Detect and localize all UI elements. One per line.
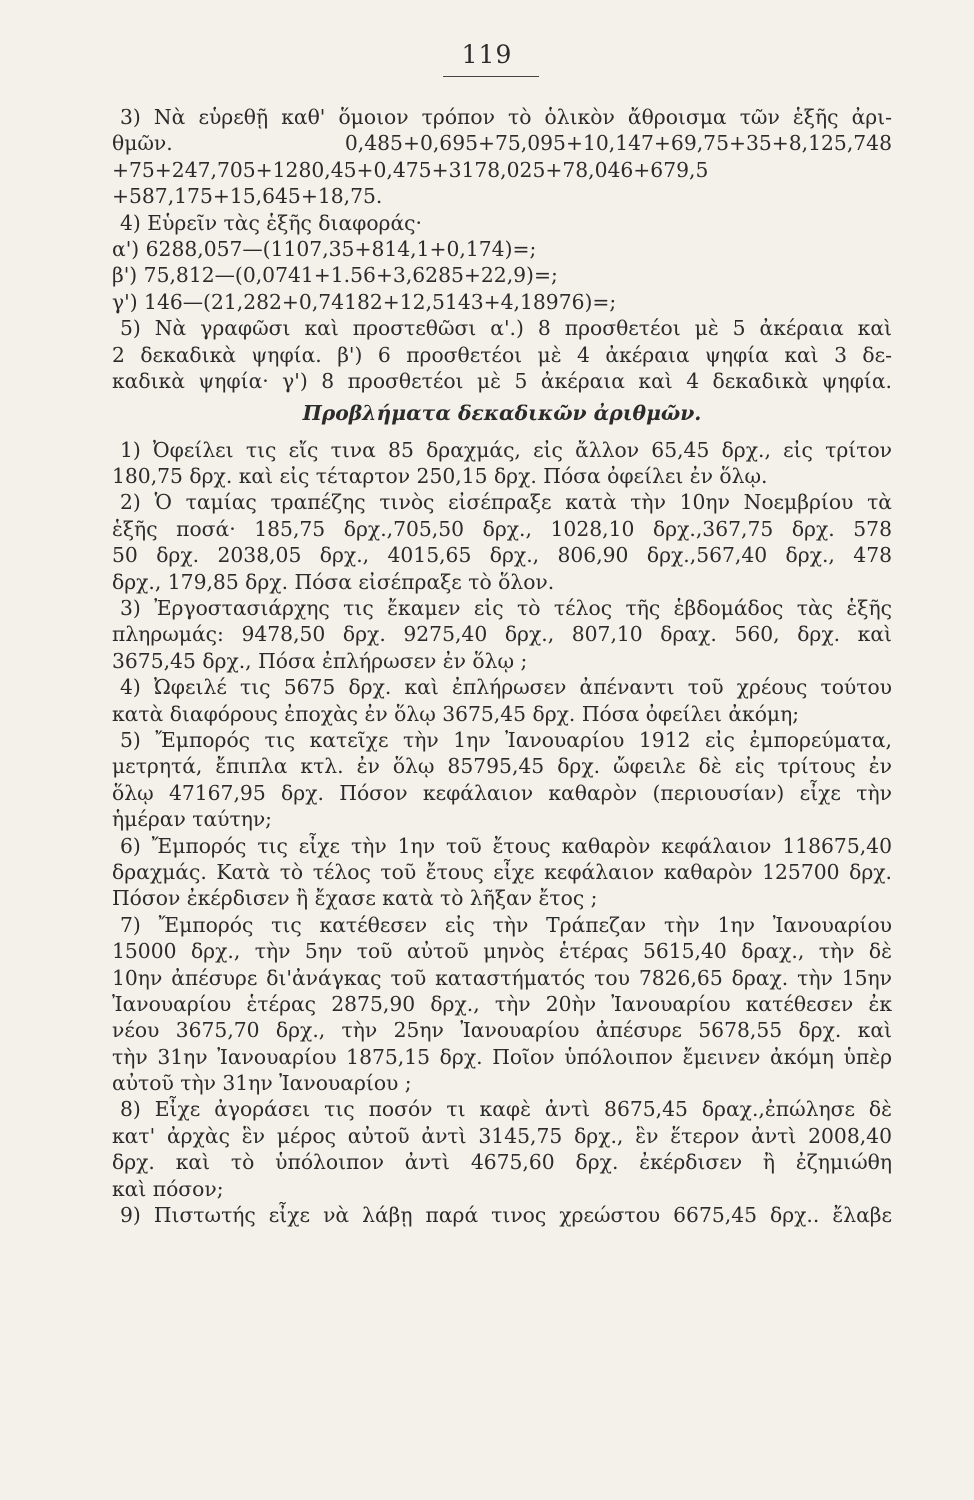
text-line: δραχμάς. Κατὰ τὸ τέλος τοῦ ἔτους εἶχε κεφάλαιον καθαρὸν 125700 δρχ. <box>112 859 892 884</box>
problem-6 <box>112 833 892 912</box>
text-line: 8) Εἶχε ἀγοράσει τις ποσόν τι καφὲ ἀντὶ 8675,45 δραχ.,ἐπώλησε δὲ <box>120 1097 892 1122</box>
text-line: ἑξῆς ποσά· 185,75 δρχ.,705,50 δρχ., 1028,10 δρχ.,367,75 δρχ. 578 <box>112 516 892 541</box>
problem-8 <box>112 1096 892 1202</box>
text-line: +75+247,705+1280,45+0,475+3178,025+78,046+679,5 <box>112 157 709 182</box>
text-line: β') 75,812—(0,0741+1.56+3,6285+22,9)=; <box>112 263 558 288</box>
text-line: κατὰ διαφόρους ἐποχὰς ἐν ὅλῳ 3675,45 δρχ. Πόσα ὀφείλει ἀκόμη; <box>112 701 800 726</box>
text-line: 3) Ἐργοστασιάρχης τις ἔκαμεν εἰς τὸ τέλος τῆς ἑβδομάδος τὰς ἑξῆς <box>120 596 892 621</box>
text-line: 5) Ἔμπορός τις κατεῖχε τὴν 1ην Ἰανουαρίου 1912 εἰς ἐμπορεύματα, <box>120 728 892 752</box>
text-line: +587,175+15,645+18,75. <box>112 184 383 209</box>
text-line: ἡμέραν ταύτην; <box>112 807 273 832</box>
problem-1 <box>112 437 892 490</box>
text-line: μετρητά, ἔπιπλα κτλ. ἐν ὅλῳ 85795,45 δρχ. ὤφειλε δὲ εἰς τρίτους ἐν <box>112 754 892 779</box>
text-line: 3675,45 δρχ., Πόσα ἐπλήρωσεν ἐν ὅλῳ ; <box>112 648 528 673</box>
text-line: Ἰανουαρίου ἑτέρας 2875,90 δρχ., τὴν 20ὴν Ἰανουαρίου κατέθεσεν ἐκ <box>112 991 892 1016</box>
text-line: 4) Εὑρεῖν τὰς ἑξῆς διαφοράς· <box>120 210 422 235</box>
section-heading: Προβλήματα δεκαδικῶν ἀριθμῶν. <box>302 401 702 426</box>
text-line: πληρωμάς: 9478,50 δρχ. 9275,40 δρχ., 807,10 δραχ. 560, δρχ. καὶ <box>112 622 892 647</box>
text-line: 1) Ὀφείλει τις εἴς τινα 85 δραχμάς, εἰς ἄλλον 65,45 δρχ., εἰς τρίτον <box>120 437 892 462</box>
text-line: 2) Ὁ ταμίας τραπέζης τινὸς εἰσέπραξε κατὰ τὴν 10ην Νοεμβρίου τὰ <box>120 490 892 515</box>
text-line: 10ην ἀπέσυρε δι'ἀνάγκας τοῦ καταστήματός του 7826,65 δραχ. τὴν 15ην <box>112 965 892 990</box>
text-line: καδικὰ ψηφία· γ') 8 προσθετέοι μὲ 5 ἀκέραια καὶ 4 δεκαδικὰ ψηφία. <box>112 368 892 393</box>
exercise-4 <box>112 210 892 316</box>
problem-9 <box>112 1202 892 1228</box>
text-line: τὴν 31ην Ἰανουαρίου 1875,15 δρχ. Ποῖον ὑπόλοιπον ἔμεινεν ἀκόμη ὑπὲρ <box>112 1044 892 1069</box>
problem-2 <box>112 489 892 595</box>
text-line: 9) Πιστωτής εἶχε νὰ λάβῃ παρά τινος χρεώστου 6675,45 δρχ.. ἔλαβε <box>120 1203 892 1228</box>
text-line: θμῶν. 0,485+0,695+75,095+10,147+69,75+35+8,125,748 <box>112 131 892 156</box>
problem-5 <box>112 727 892 833</box>
text-line: νέου 3675,70 δρχ., τὴν 25ην Ἰανουαρίου ἀπέσυρε 5678,55 δρχ. καὶ <box>112 1018 892 1043</box>
problem-7 <box>112 912 892 1097</box>
text-line: 2 δεκαδικὰ ψηφία. β') 6 προσθετέοι μὲ 4 ἀκέραια ψηφία καὶ 3 δε- <box>112 342 892 367</box>
page-content <box>112 104 892 1228</box>
text-line: αὐτοῦ τὴν 31ην Ἰανουαρίου ; <box>112 1071 412 1096</box>
page-number-rule <box>443 76 539 77</box>
text-line: γ') 146—(21,282+0,74182+12,5143+4,18976)=; <box>112 289 617 314</box>
text-line: κατ' ἀρχὰς ἓν μέρος αὐτοῦ ἀντὶ 3145,75 δρχ., ἓν ἕτερον ἀντὶ 2008,40 <box>112 1123 892 1148</box>
text-line: Πόσον ἐκέρδισεν ἢ ἔχασε κατὰ τὸ λῆξαν ἔτος ; <box>112 886 598 911</box>
text-line: α') 6288,057—(1107,35+814,1+0,174)=; <box>112 236 537 261</box>
text-line: 15000 δρχ., τὴν 5ην τοῦ αὐτοῦ μηνὸς ἑτέρας 5615,40 δραχ., τὴν δὲ <box>112 939 892 964</box>
exercise-3 <box>112 104 892 210</box>
text-line: 4) Ὠφειλέ τις 5675 δρχ. καὶ ἐπλήρωσεν ἀπέναντι τοῦ χρέους τούτου <box>120 675 892 700</box>
text-line: 180,75 δρχ. καὶ εἰς τέταρτον 250,15 δρχ. Πόσα ὀφείλει ἐν ὅλῳ. <box>112 464 768 489</box>
text-line: 6) Ἔμπορός τις εἶχε τὴν 1ην τοῦ ἔτους καθαρὸν κεφάλαιον 118675,40 <box>120 833 892 858</box>
problem-4 <box>112 674 892 727</box>
text-line: δρχ. καὶ τὸ ὑπόλοιπον ἀντὶ 4675,60 δρχ. ἐκέρδισεν ἢ ἐζημιώθη <box>112 1150 892 1175</box>
text-line: δρχ., 179,85 δρχ. Πόσα εἰσέπραξε τὸ ὅλον. <box>112 569 555 594</box>
text-line: ὅλῳ 47167,95 δρχ. Πόσον κεφάλαιον καθαρὸν (περιουσίαν) εἶχε τὴν <box>112 780 892 805</box>
problem-3 <box>112 595 892 674</box>
text-line: 5) Νὰ γραφῶσι καὶ προστεθῶσι α'.) 8 προσθετέοι μὲ 5 ἀκέραια καὶ <box>120 316 892 341</box>
text-line: 3) Νὰ εὑρεθῇ καθ' ὅμοιον τρόπον τὸ ὁλικὸν ἄθροισμα τῶν ἑξῆς ἀρι- <box>120 105 892 129</box>
text-line: 7) Ἔμπορός τις κατέθεσεν εἰς τὴν Τράπεζαν τὴν 1ην Ἰανουαρίου <box>120 912 892 937</box>
page-number: 119 <box>461 40 513 69</box>
text-line: καὶ πόσον; <box>112 1176 224 1201</box>
exercise-5 <box>112 315 892 394</box>
text-line: 50 δρχ. 2038,05 δρχ., 4015,65 δρχ., 806,90 δρχ.,567,40 δρχ., 478 <box>112 543 892 568</box>
